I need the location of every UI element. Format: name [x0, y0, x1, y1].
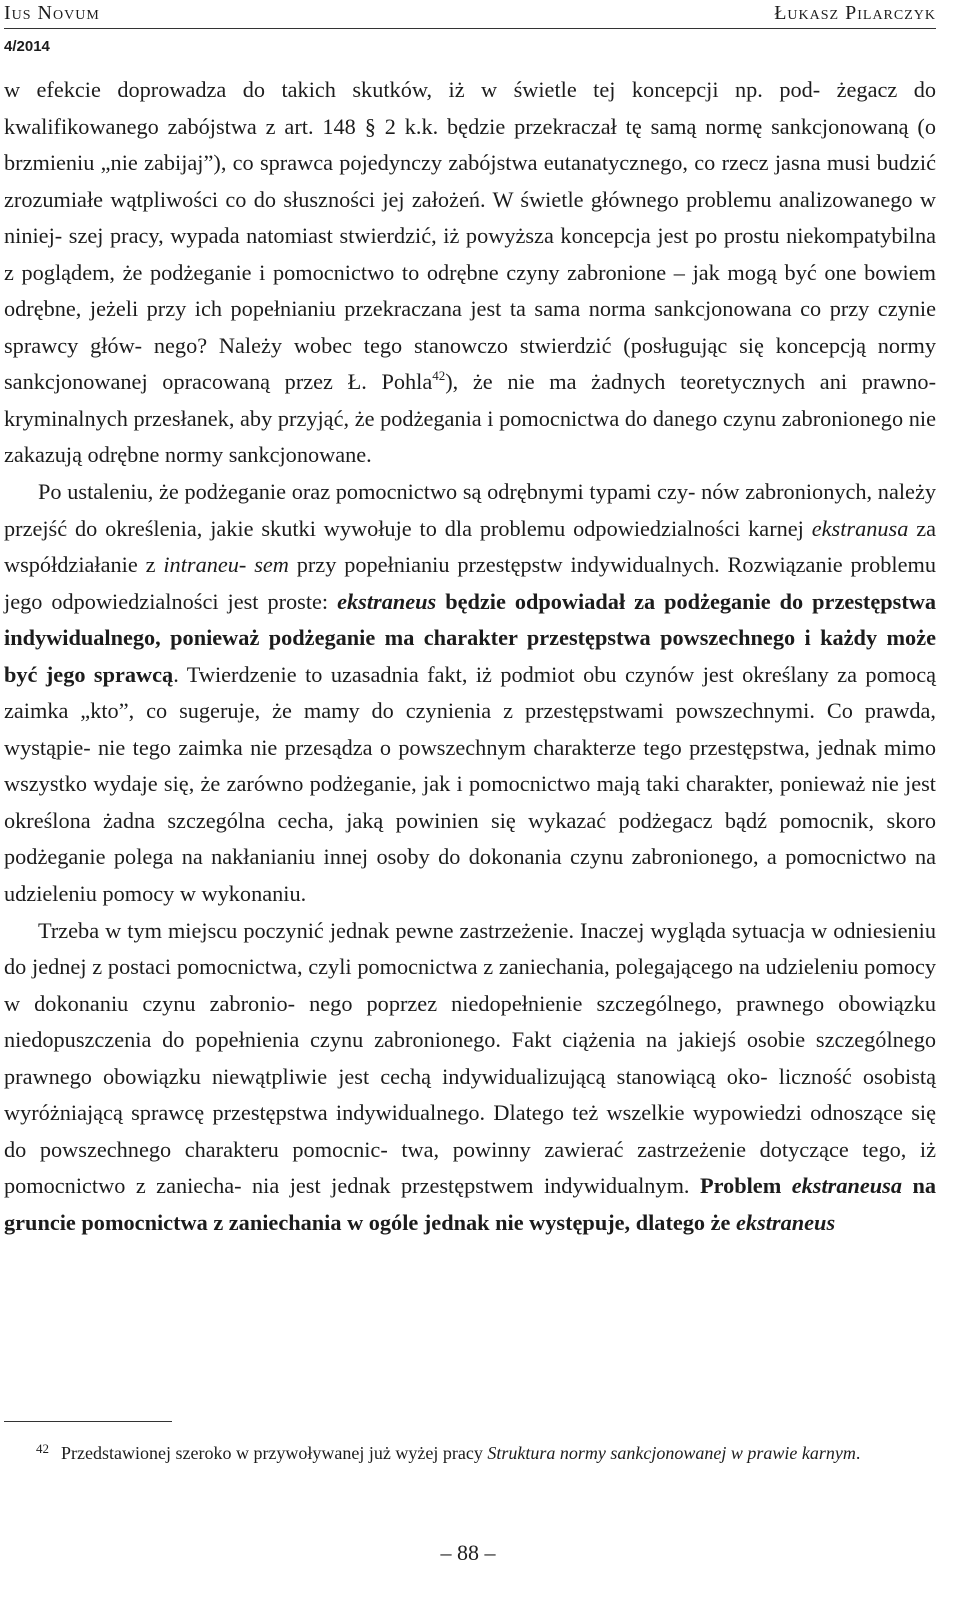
running-header	[4, 2, 936, 29]
footnote-number: 42	[36, 1441, 49, 1456]
footnote-reference[interactable]: 42	[432, 368, 446, 384]
issue-number: 4/2014	[4, 38, 50, 55]
bold-thesis: ekstraneus będzie odpowiadał za podżeganie do przestępstwa indywidualnego, ponieważ podżeganie ma charakter przestępstwa powszechnego i każdy może być jego sprawcą	[4, 588, 936, 687]
footnote-42: $^{42}$ Przedstawionej szeroko w przywoływanej już wyżej pracy Struktura normy sankcjonowanej w prawie karnym.	[36, 1441, 861, 1463]
paragraph-3: Trzeba w tym miejscu poczynić jednak pewne zastrzeżenie. Inaczej wygląda sytuacja w odniesieniu do jednej z postaci pomocnictwa, czyli pomocnictwa z zaniechania, polegającego na udzieleniu pomocy w dokonaniu czynu zabronio- nego poprzez niedopełnienie szczególnego, prawnego obowiązku niedopuszczenia do popełnienia czynu zabronionego. Fakt ciążenia na jakiejś osobie szczególnego prawnego obowiązku niewątpliwie jest cechą indywidualizującą stanowiącą oko- liczność osobistą wyróżniającą sprawcę przestępstwa indywidualnego. Dlatego też wszelkie wypowiedzi odnoszące się do powszechnego charakteru pomocnic- twa, powinny zawierać zastrzeżenie dotyczące tego, iż pomocnictwo z zaniecha- nia jest jednak przestępstwem indywidualnym. Problem ekstraneusa na gruncie pomocnictwa z zaniechania w ogóle jednak nie występuje, dlatego że ekstraneus	[4, 917, 936, 1235]
paragraph-2: Po ustaleniu, że podżeganie oraz pomocnictwo są odrębnymi typami czy- nów zabronionych, należy przejść do określenia, jakie skutki wywołuje to dla problemu odpowiedzialności karnej ekstranusa za współdziałanie z intraneu- sem przy popełnianiu przestępstw indywidualnych. Rozwiązanie problemu jego odpowiedzialności jest proste: ekstraneus będzie odpowiadał za podżeganie do przestępstwa indywidualnego, ponieważ podżeganie ma charakter przestępstwa powszechnego i każdy może być jego sprawcą. Twierdzenie to uzasadnia fakt, iż podmiot obu czynów jest określany za pomocą zaimka „kto”, co sugeruje, że mamy do czynienia z przestępstwami powszechnymi. Co prawda, wystąpie- nie tego zaimka nie przesądza o powszechnym charakterze tego przestępstwa, jednak mimo wszystko wydaje się, że zarówno podżeganie, jak i pomocnictwo mają taki charakter, ponieważ nie jest określona żadna szczególna cecha, jaką powinien się wykazać podżegacz bądź pomocnik, skoro podżeganie polega na nakłanianiu innej osoby do dokonania czynu zabronionego, a pomocnictwo na udzieleniu pomocy w wykonaniu.	[4, 479, 937, 907]
body-text	[4, 72, 936, 1242]
article-author: Łukasz Pilarczyk	[774, 2, 936, 24]
paragraph-1: w efekcie doprowadza do takich skutków, iż w świetle tej koncepcji np. pod- żegacz do kwalifikowanego zabójstwa z art. 148 § 2 k.k. będzie przekraczał tę samą normę sankcjonowaną (o brzmieniu „nie zabijaj”), co sprawca pojedynczy zabójstwa eutanatycznego, co rzecz jasna musi budzić zrozumiałe wątpliwości co do słuszności jej założeń. W świetle głównego problemu analizowanego w niniej- szej pracy, wypada natomiast stwierdzić, iż powyższa koncepcja jest po prostu niekompatybilna z poglądem, że podżeganie i pomocnictwo to odrębne czyny zabronione – jak mogą być one bowiem odrębne, jeżeli przy ich popełnianiu przekraczana jest ta sama norma sankcjonowana co przy czynie sprawcy głów- nego? Należy wobec tego stanowczo stwierdzić (posługując się koncepcją normy sankcjonowanej opracowaną przez Ł. Pohla$^{42}$), że nie ma żadnych teoretycznych ani prawno-kryminalnych przesłanek, aby przyjąć, że podżegania i pomocnictwa do danego czynu zabronionego nie zakazują odrębne normy sankcjonowane.	[4, 77, 936, 468]
page-number: – 88 –	[440, 1540, 496, 1565]
bold-conclusion: Problem ekstraneusa na gruncie pomocnictwa z zaniechania w ogóle jednak nie występuje, dlatego że ekstraneus	[4, 1173, 936, 1235]
footnote-separator	[4, 1421, 172, 1422]
journal-title: Ius Novum	[4, 2, 100, 24]
